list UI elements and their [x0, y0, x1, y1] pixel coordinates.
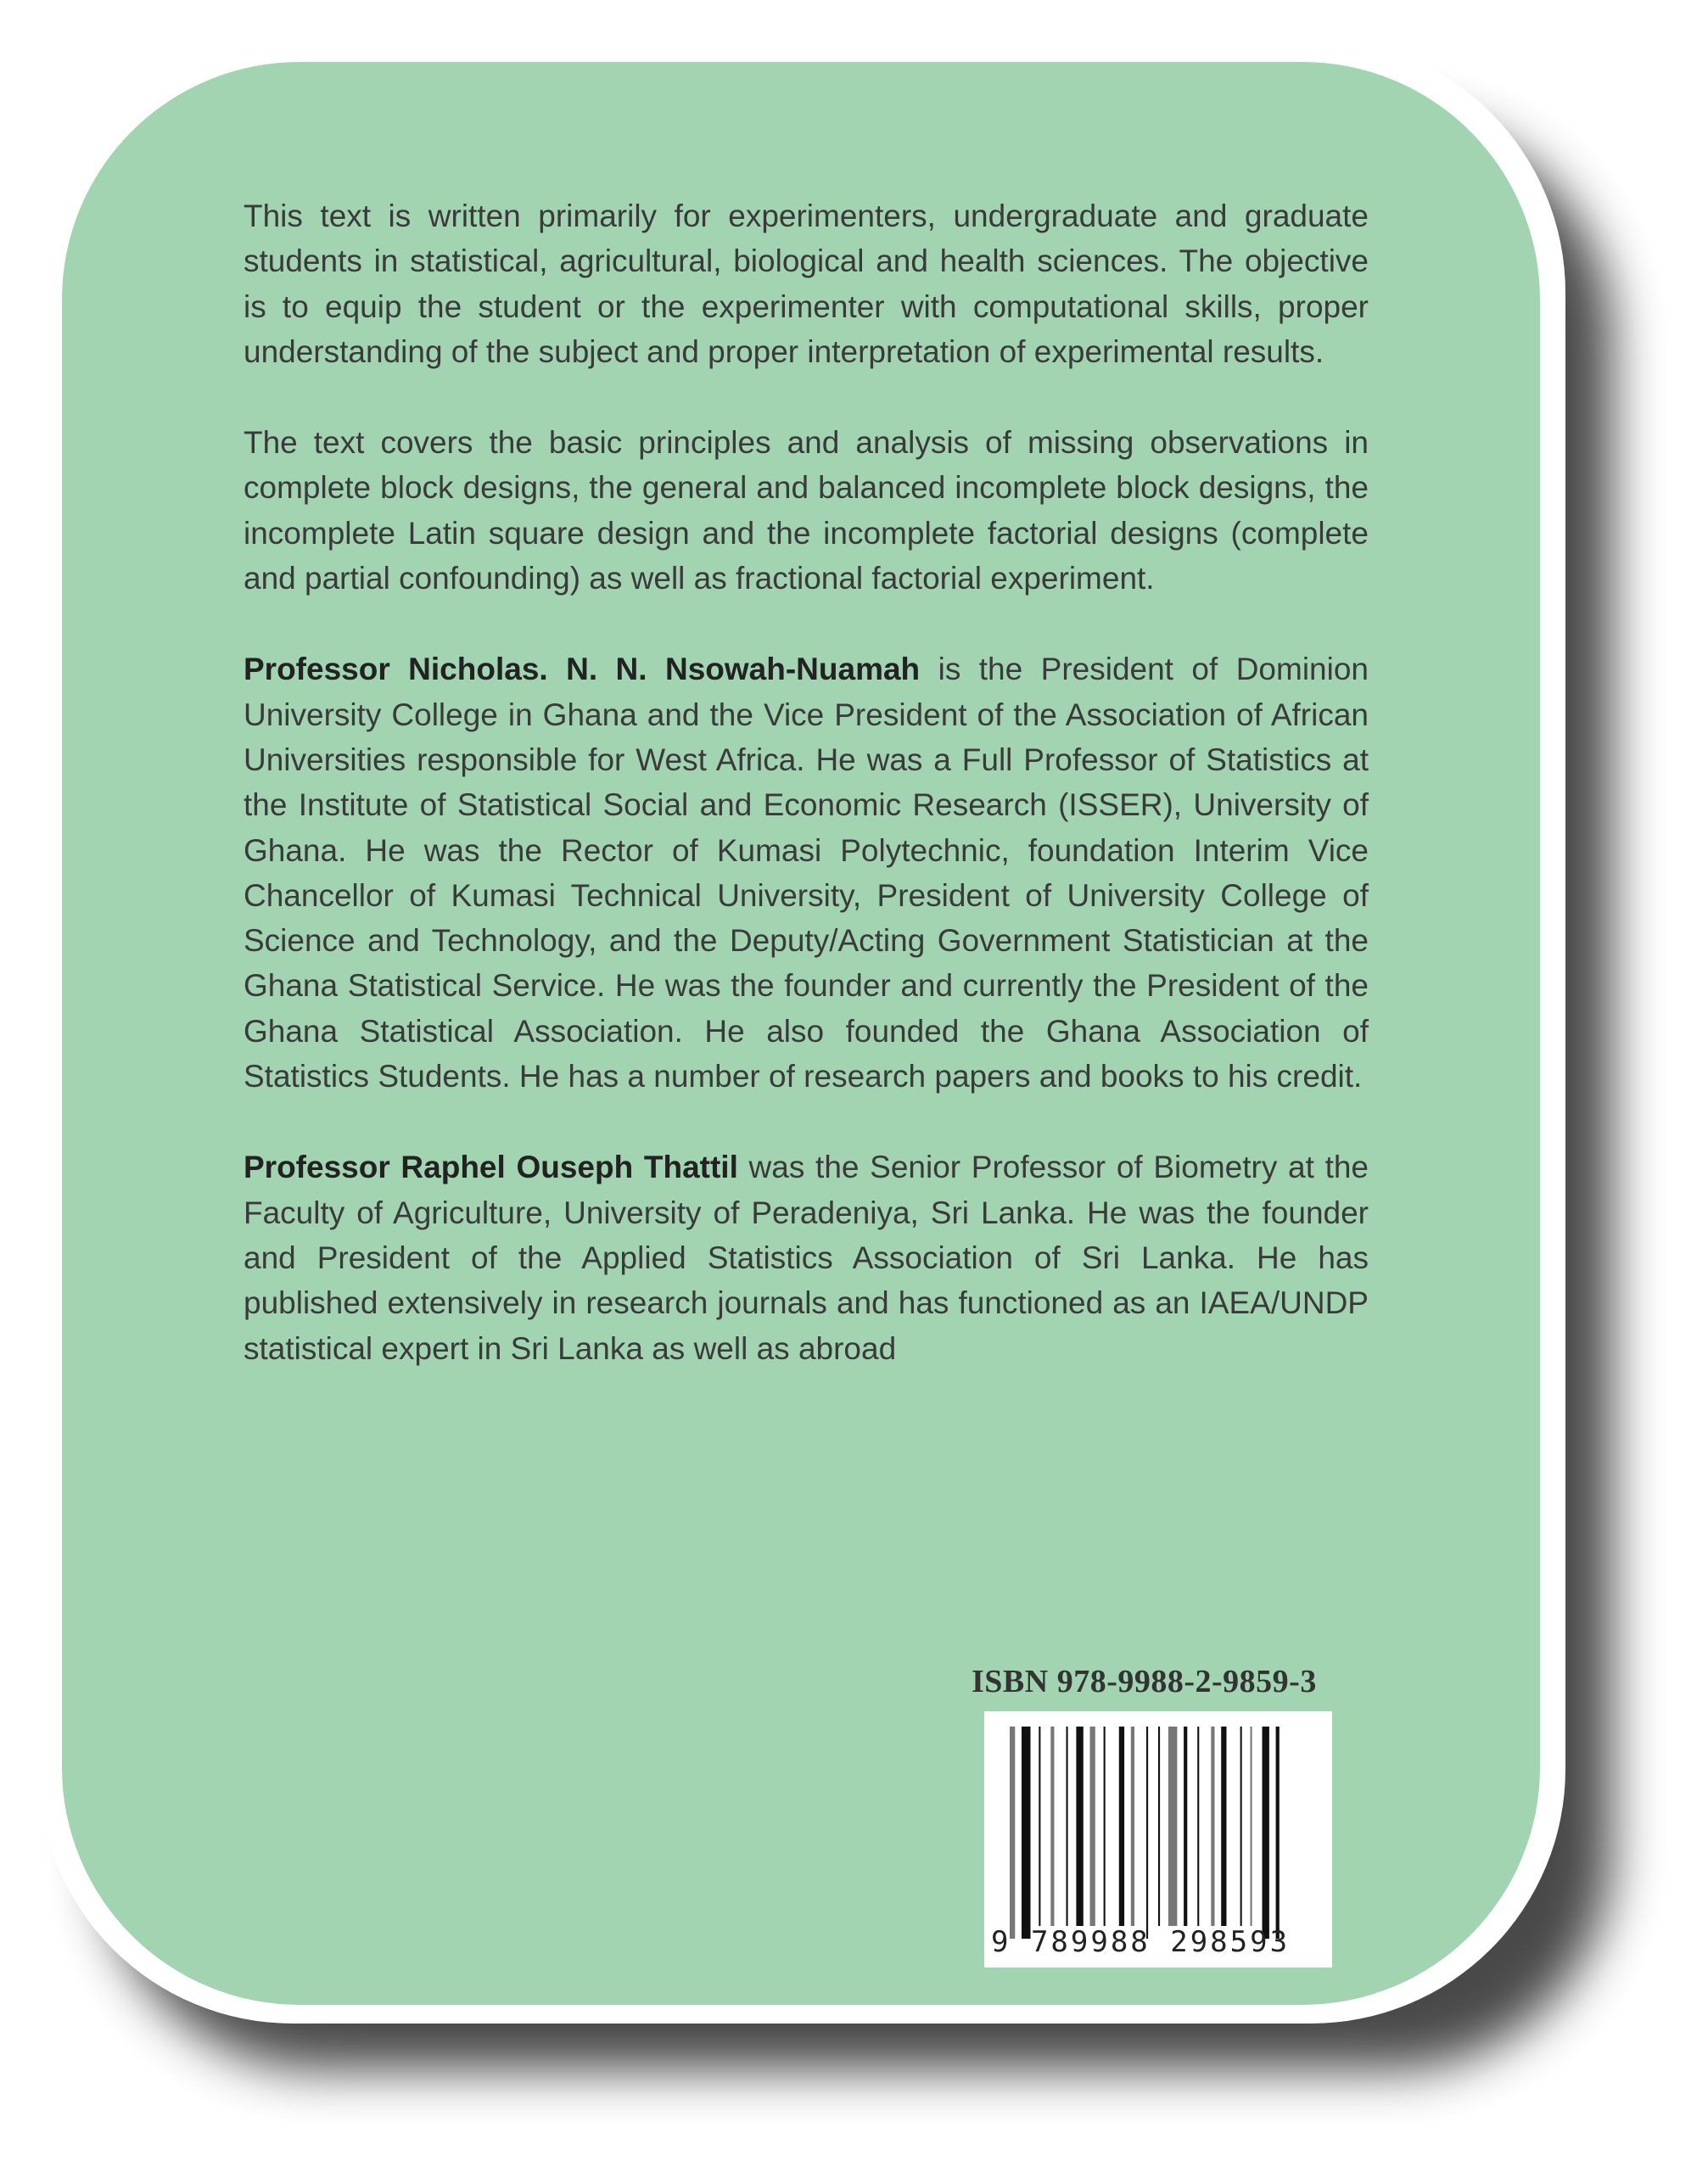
paragraph-text: The text covers the basic principles and analysis of missing observations in complete block designs, the general and balanced incomplete block designs, the incomplete Latin square design and the incomplete factorial designs (complete and partial confounding) as well as fractional factorial experiment. — [244, 425, 1369, 596]
barcode-bar — [1022, 1727, 1031, 1939]
author-bio: was the Senior Professor of Biometry at the Faculty of Agriculture, University of Peradeniya, Sri Lanka. He was the founder and President of the Applied Statistics Association of Sri Lanka. He has published extensively in research journals and has functioned as an IAEA/UNDP statistical expert in Sri Lanka as well as abroad — [244, 1150, 1369, 1366]
paragraph-text: This text is written primarily for experimenters, undergraduate and graduate students in statistical, agricultural, biological and health sciences. The objective is to equip the student or the experimenter with computational skills, proper understanding of the subject and proper interpretation of experimental results. — [244, 199, 1369, 369]
author-name: Professor Raphel Ouseph Thattil — [244, 1150, 738, 1185]
barcode-bar — [1251, 1727, 1252, 1926]
barcode-bar — [1184, 1727, 1187, 1926]
barcode-bar — [1050, 1727, 1054, 1926]
barcode-bar — [1039, 1727, 1040, 1926]
barcode-bar — [1276, 1727, 1280, 1939]
barcode-bar — [1010, 1727, 1015, 1939]
paragraph-author-2 — [244, 1145, 1369, 1370]
barcode-bar — [1211, 1727, 1214, 1926]
barcode-bar — [1076, 1727, 1083, 1926]
barcode-bar — [1168, 1727, 1178, 1926]
paragraph-author-1 — [244, 647, 1369, 1099]
barcode-bar — [1119, 1727, 1124, 1926]
barcode — [984, 1711, 1332, 1968]
barcode-digits: 9 789988 298593 — [991, 1925, 1291, 1959]
barcode-bar — [1240, 1727, 1242, 1926]
cover-text — [244, 193, 1369, 1417]
barcode-bar — [1067, 1727, 1068, 1926]
author-name: Professor Nicholas. N. N. Nsowah-Nuamah — [244, 652, 921, 687]
barcode-bar — [1197, 1727, 1199, 1926]
barcode-bar — [1263, 1727, 1269, 1939]
barcode-bar — [1104, 1727, 1106, 1926]
isbn-label: ISBN 978-9988-2-9859-3 — [972, 1664, 1317, 1699]
barcode-bar — [1158, 1727, 1160, 1926]
barcode-bar — [1090, 1727, 1095, 1926]
barcode-bar — [1131, 1727, 1134, 1926]
author-bio: is the President of Dominion University College in Ghana and the Vice President of the Association of African Universities responsible for West Africa. He was a Full Professor of Statistics at the Institute of Statistical Social and Economic Research (ISSER), University of Ghana. He was the Rector of Kumasi Polytechnic, foundation Interim Vice Chancellor of Kumasi Technical University, President of University College of Science and Technology, and the Deputy/Acting Government Statistician at the Ghana Statistical Service. He was the founder and currently the President of the Ghana Statistical Association. He also founded the Ghana Association of Statistics Students. He has a number of research papers and books to his credit. — [244, 652, 1369, 1094]
paragraph-intro — [244, 193, 1369, 374]
barcode-bar — [1146, 1727, 1148, 1939]
paragraph-coverage — [244, 420, 1369, 601]
barcode-bar — [1221, 1727, 1226, 1926]
